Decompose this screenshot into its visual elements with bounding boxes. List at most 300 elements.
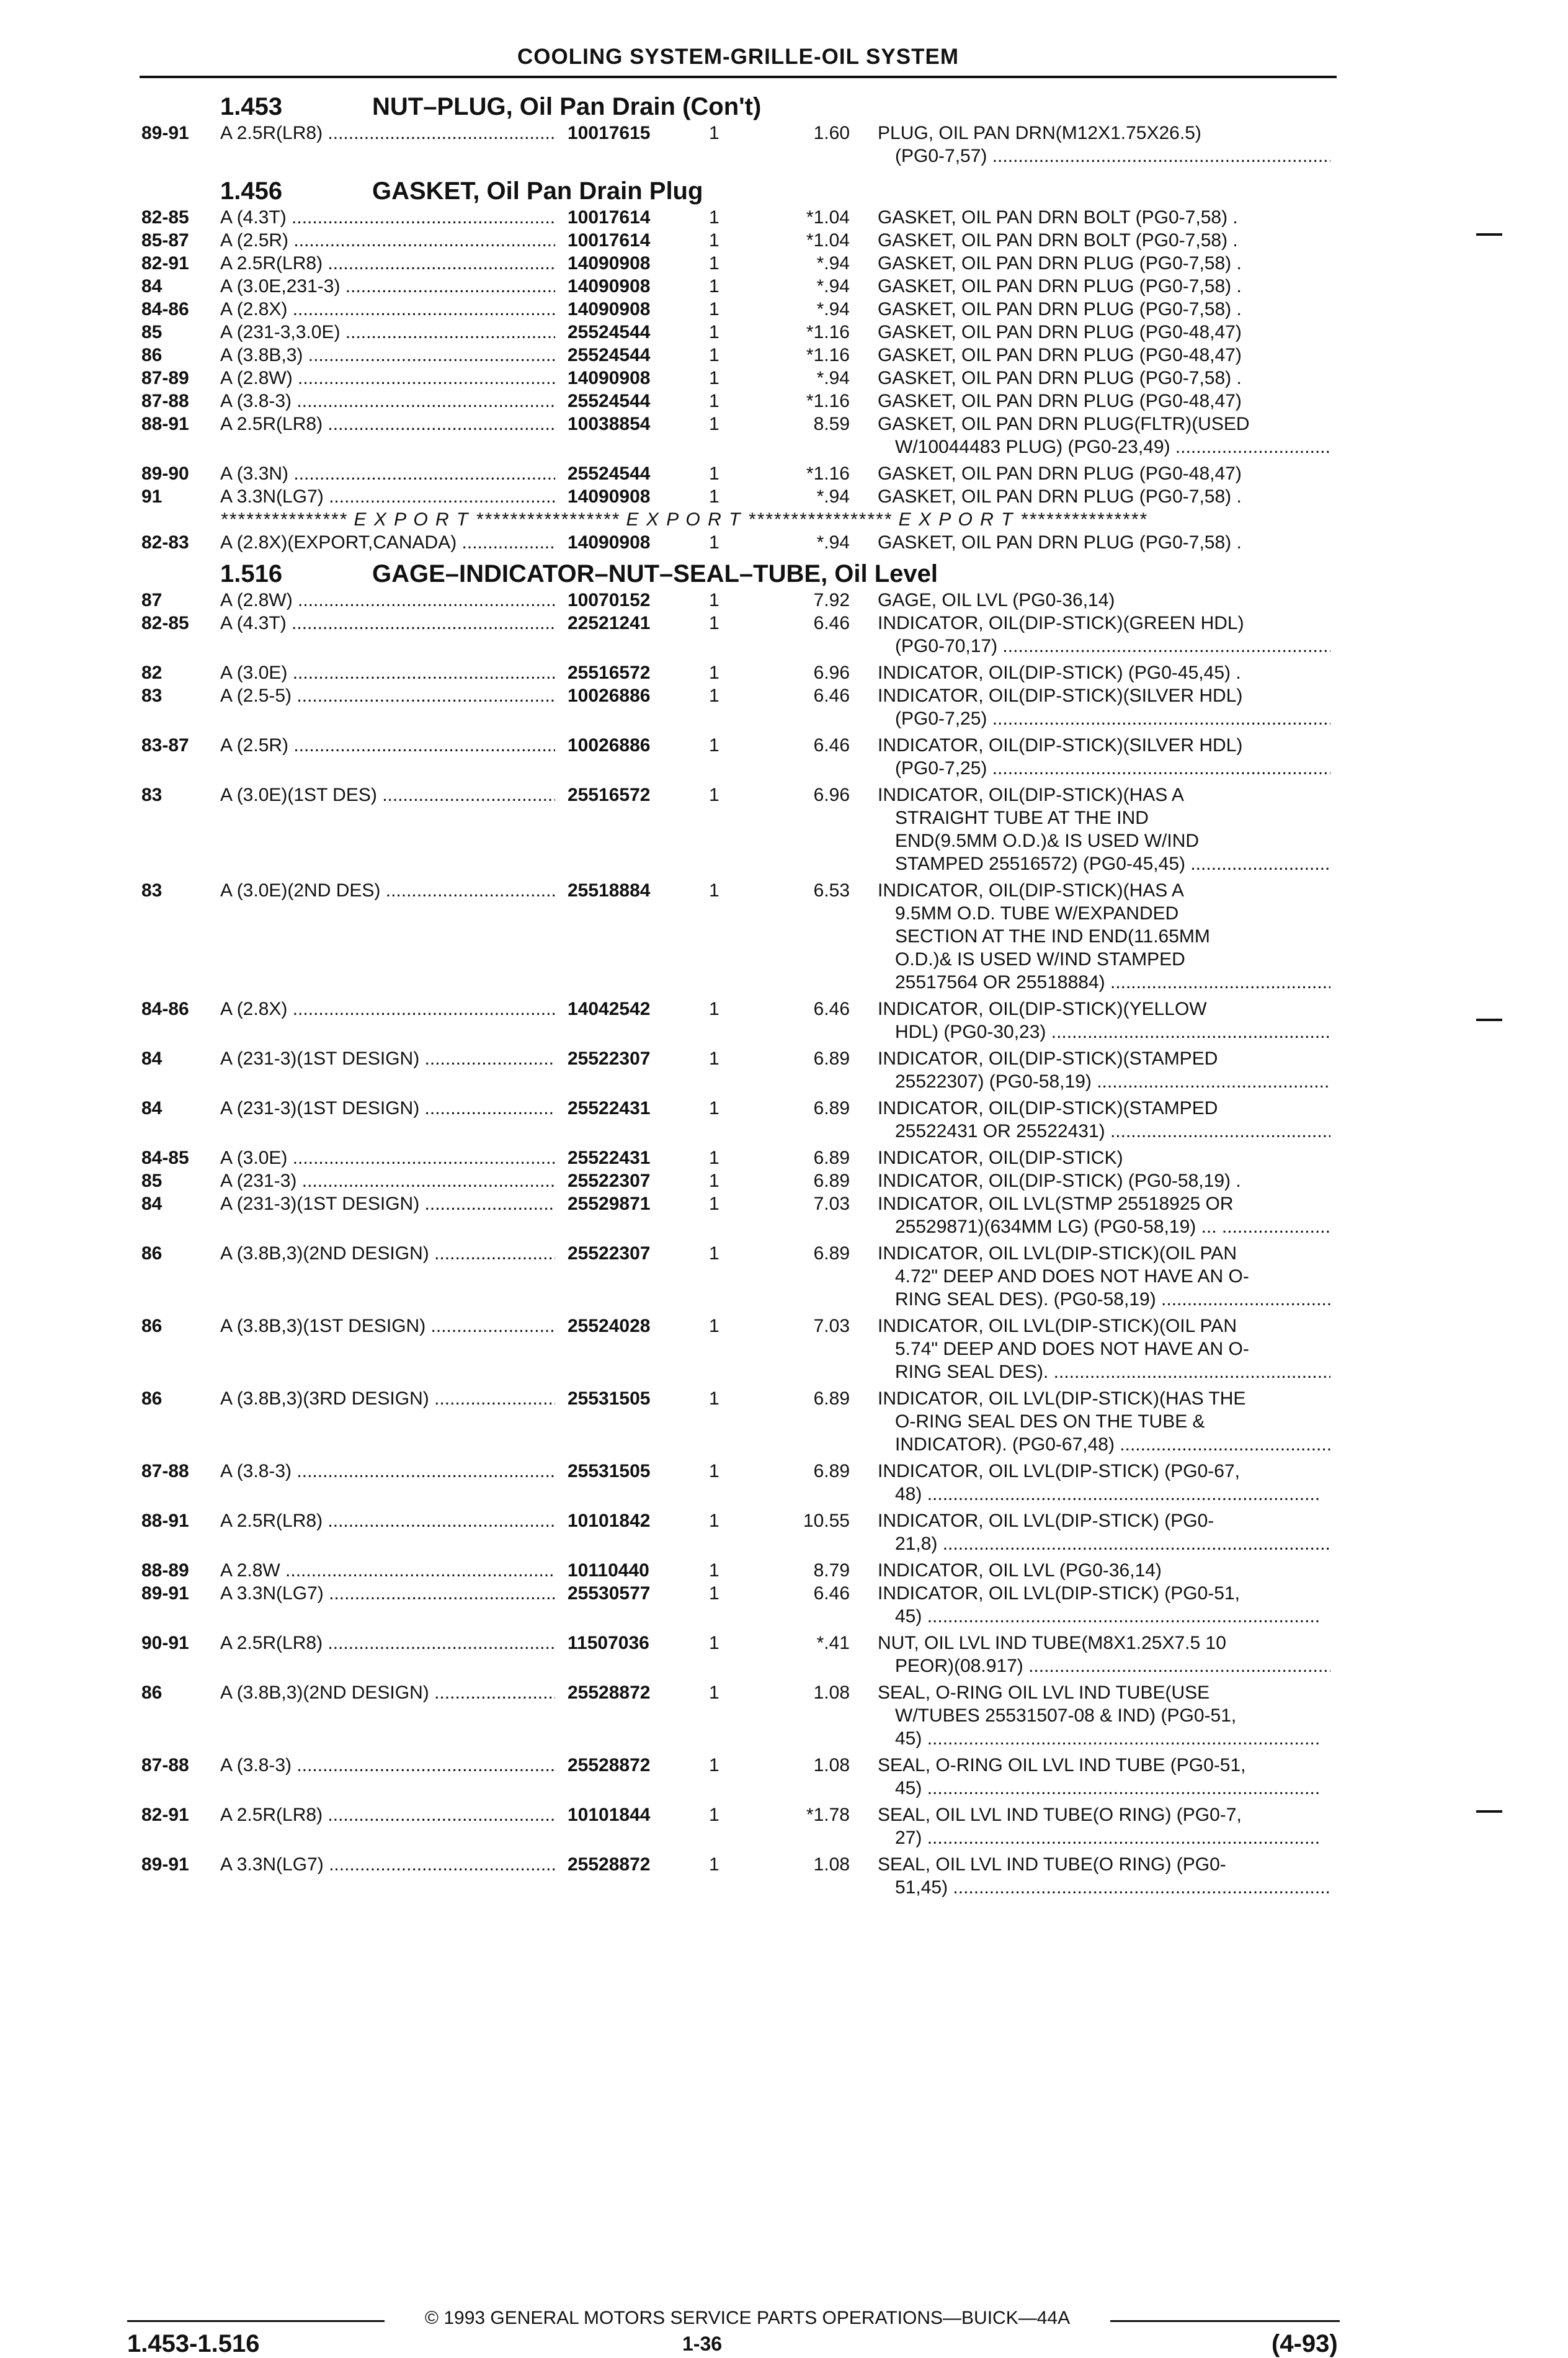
footer-page-number: 1-36 [682,2333,723,2355]
model-code: A (3.0E) ..... [220,1146,555,1169]
part-number: 11507036 [568,1633,649,1653]
description-line: INDICATOR, OIL(DIP-STICK)(STAMPED [878,1048,1218,1069]
quantity: 1 [709,1583,719,1604]
description [878,390,1330,413]
price: 8.59 [813,414,850,434]
quantity: 1 [709,1682,719,1703]
section-number: 1.456 [220,177,283,205]
export-label: *************** E X P O R T ***************** E X P O R T ***************** E X P O R T *************** [220,509,1147,530]
model-code: A (231-3)(1ST DESIGN) ..... [220,1047,555,1070]
description-line: INDICATOR, OIL(DIP-STICK)(GREEN HDL) [878,613,1244,633]
description-line: (PG0-70,17) ..... [878,635,1330,658]
description-line: W/TUBES 25531507-08 & IND) (PG0-51, [895,1705,1237,1726]
section-title: GASKET, Oil Pan Drain Plug [372,177,703,205]
quantity: 1 [709,1148,719,1168]
model-years: 87-88 [141,391,189,411]
description-line: GASKET, OIL PAN DRN PLUG (PG0-48,47) [878,322,1242,342]
parts-row [0,367,1568,390]
description [878,485,1330,508]
description [878,206,1330,229]
margin-mark [1476,1019,1502,1021]
description [878,1387,1330,1456]
part-number: 25524544 [568,345,651,365]
description [878,1242,1330,1311]
section-number: 1.516 [220,560,283,587]
section-header [0,171,1568,206]
description-line: RING SEAL DES). (PG0-58,19) ..... [878,1288,1330,1311]
price: 6.46 [813,999,850,1019]
quantity: 1 [709,1854,719,1875]
parts-row [0,531,1568,554]
description [878,784,1330,875]
model-years: 84-86 [141,299,189,319]
part-number: 25524544 [568,391,651,411]
quantity: 1 [709,1560,719,1581]
model-code: A (231-3,3.0E) ..... [220,321,555,344]
model-code: A (231-3)(1ST DESIGN) ..... [220,1192,555,1215]
description-line: INDICATOR, OIL(DIP-STICK) (PG0-58,19) . [878,1171,1241,1191]
description-line: INDICATOR, OIL LVL(DIP-STICK) (PG0-51, [878,1583,1241,1604]
quantity: 1 [709,1194,719,1214]
description [878,879,1330,994]
model-code: A 2.8W ..... [220,1559,555,1582]
model-code: A (231-3)(1ST DESIGN) ..... [220,1097,555,1120]
model-code: A (2.8X) ..... [220,998,555,1020]
model-code: A (3.8-3) ..... [220,390,555,413]
parts-row [0,1754,1568,1803]
description-line: GASKET, OIL PAN DRN PLUG (PG0-48,47) [878,391,1242,411]
quantity: 1 [709,663,719,683]
description [878,1681,1330,1750]
description [878,1559,1330,1582]
description-line: INDICATOR, OIL(DIP-STICK)(STAMPED [878,1098,1218,1119]
price: *1.16 [806,463,850,484]
section-header [0,87,1568,122]
price: 8.79 [813,1560,850,1581]
description-line: INDICATOR, OIL(DIP-STICK)(YELLOW [878,999,1207,1019]
part-number: 14090908 [568,368,651,388]
description [878,1146,1330,1169]
model-code: A (2.5-5) ..... [220,684,555,707]
parts-row [0,1315,1568,1387]
part-number: 10038854 [568,414,651,434]
description-line: INDICATOR, OIL(DIP-STICK)(HAS A [878,880,1184,901]
model-years: 91 [141,486,163,507]
price: 6.89 [813,1098,850,1119]
model-code: A (3.8-3) ..... [220,1460,555,1483]
page-title: COOLING SYSTEM-GRILLE-OIL SYSTEM [517,45,959,69]
section-header [0,554,1568,589]
part-number: 25524028 [568,1316,651,1336]
model-code: A (4.3T) ..... [220,206,555,229]
model-code: A 2.5R(LR8) ..... [220,1803,555,1826]
part-number: 25531505 [568,1461,651,1481]
description [878,1169,1330,1192]
part-number: 10017614 [568,207,651,228]
description [878,734,1330,780]
margin-mark [1476,1810,1502,1813]
model-years: 82-85 [141,613,189,633]
quantity: 1 [709,123,719,143]
parts-row [0,879,1568,998]
part-number: 10101842 [568,1511,651,1531]
description-line: GASKET, OIL PAN DRN PLUG (PG0-48,47) [878,463,1242,484]
footer-rule-right [1101,2320,1340,2322]
quantity: 1 [709,1098,719,1119]
description-line: INDICATOR, OIL(DIP-STICK)(SILVER HDL) [878,686,1243,706]
price: 1.08 [813,1854,850,1875]
description-line: INDICATOR, OIL LVL(DIP-STICK)(OIL PAN [878,1316,1237,1336]
description [878,998,1330,1043]
parts-row [0,275,1568,298]
description-line: INDICATOR, OIL(DIP-STICK)(SILVER HDL) [878,735,1243,756]
model-code: A (3.3N) ..... [220,462,555,485]
price: *1.16 [806,322,850,342]
price: *.94 [816,276,850,297]
footer-section-range: 1.453-1.516 [127,2330,260,2357]
description [878,229,1330,252]
description-line: 45) ..... [878,1605,1330,1628]
model-years: 83 [141,880,163,901]
model-years: 86 [141,1316,163,1336]
price: *1.78 [806,1805,850,1825]
price: *.94 [816,299,850,319]
parts-row [0,485,1568,508]
description-line: STRAIGHT TUBE AT THE IND [895,808,1149,828]
footer-copyright: © 1993 GENERAL MOTORS SERVICE PARTS OPERATIONS—BUICK—44A [385,2308,1110,2329]
quantity: 1 [709,785,719,805]
model-code: A (3.8B,3)(2ND DESIGN) ..... [220,1681,555,1704]
model-years: 84-86 [141,999,189,1019]
description-line: 25529871)(634MM LG) (PG0-58,19) ... ..... [878,1215,1330,1238]
description-line: INDICATOR, OIL(DIP-STICK) (PG0-45,45) . [878,663,1241,683]
model-years: 83 [141,686,163,706]
description [878,367,1330,390]
price: 6.46 [813,1583,850,1604]
part-number: 25518884 [568,880,651,901]
parts-row [0,1559,1568,1582]
description [878,684,1330,730]
quantity: 1 [709,1171,719,1191]
model-code: A (3.0E,231-3) ..... [220,275,555,298]
description [878,531,1330,554]
model-code: A 3.3N(LG7) ..... [220,1582,555,1605]
export-divider [0,508,1568,531]
part-number: 25531505 [568,1388,651,1409]
parts-row [0,1242,1568,1315]
model-years: 89-91 [141,123,189,143]
model-years: 86 [141,1388,163,1409]
description-line: (PG0-7,25) ..... [878,707,1330,730]
parts-row [0,1387,1568,1460]
parts-row [0,1853,1568,1903]
price: *.94 [816,253,850,274]
quantity: 1 [709,1755,719,1775]
description-line: SEAL, O-RING OIL LVL IND TUBE (PG0-51, [878,1755,1246,1775]
model-code: A 2.5R(LR8) ..... [220,122,555,145]
part-number: 25516572 [568,785,651,805]
description-line: (PG0-7,57) ..... [878,145,1330,167]
model-code: A (3.8-3) ..... [220,1754,555,1777]
description [878,612,1330,658]
price: *1.16 [806,391,850,411]
description-line: SEAL, OIL LVL IND TUBE(O RING) (PG0-7, [878,1805,1242,1825]
part-number: 10017615 [568,123,651,143]
model-years: 83 [141,785,163,805]
price: *.94 [816,532,850,553]
quantity: 1 [709,230,719,251]
model-code: A (4.3T) ..... [220,612,555,635]
description-line: GASKET, OIL PAN DRN PLUG(FLTR)(USED [878,414,1250,434]
parts-row [0,1047,1568,1097]
description-line: 48) ..... [878,1483,1330,1506]
parts-row [0,1146,1568,1169]
description-line: GASKET, OIL PAN DRN BOLT (PG0-7,58) . [878,207,1238,228]
parts-row [0,298,1568,321]
description-line: PLUG, OIL PAN DRN(M12X1.75X26.5) [878,123,1201,143]
description [878,1582,1330,1628]
description-line: 21,8) ..... [878,1532,1330,1555]
description [878,321,1330,344]
quantity: 1 [709,1388,719,1409]
description [878,589,1330,612]
description [878,275,1330,298]
part-number: 10026886 [568,686,651,706]
price: 1.60 [813,123,850,143]
description [878,252,1330,275]
section-title: NUT–PLUG, Oil Pan Drain (Con't) [372,93,762,120]
section-number: 1.453 [220,93,283,120]
parts-row [0,784,1568,879]
model-years: 88-91 [141,1511,189,1531]
price: 1.08 [813,1755,850,1775]
parts-row [0,344,1568,367]
footer-revision: (4-93) [1272,2330,1338,2357]
model-code: A (3.8B,3)(3RD DESIGN) ..... [220,1387,555,1410]
part-number: 25522307 [568,1048,651,1069]
parts-row [0,734,1568,784]
model-code: A (231-3) ..... [220,1169,555,1192]
footer-rule-left [127,2320,394,2322]
quantity: 1 [709,880,719,901]
model-years: 89-91 [141,1854,189,1875]
model-code: A (2.5R) ..... [220,734,555,757]
model-code: A (3.8B,3) ..... [220,344,555,367]
description-line: (PG0-7,25) ..... [878,757,1330,780]
parts-row [0,321,1568,344]
price: *.94 [816,368,850,388]
description [878,122,1330,167]
parts-row [0,229,1568,252]
parts-row [0,612,1568,661]
model-years: 82-91 [141,1805,189,1825]
description-line: W/10044483 PLUG) (PG0-23,49) ..... [878,435,1330,458]
part-number: 10101844 [568,1805,651,1825]
description-line: INDICATOR, OIL(DIP-STICK) [878,1148,1123,1168]
description [878,661,1330,684]
part-number: 14090908 [568,276,651,297]
price: *1.16 [806,345,850,365]
quantity: 1 [709,463,719,484]
quantity: 1 [709,486,719,507]
price: 7.03 [813,1194,850,1214]
description-line: INDICATOR, OIL LVL (PG0-36,14) [878,1560,1162,1581]
description [878,1315,1330,1383]
part-number: 25516572 [568,663,651,683]
quantity: 1 [709,322,719,342]
parts-row [0,998,1568,1047]
price: 6.46 [813,686,850,706]
part-number: 25530577 [568,1583,651,1604]
description-line: 25522307) (PG0-58,19) ..... [878,1070,1330,1093]
parts-row [0,1169,1568,1192]
model-code: A (3.0E) ..... [220,661,555,684]
description-line: HDL) (PG0-30,23) ..... [878,1020,1330,1043]
model-code: A (2.8W) ..... [220,367,555,390]
model-years: 89-90 [141,463,189,484]
model-code: A (2.8W) ..... [220,589,555,612]
description [878,298,1330,321]
model-code: A 2.5R(LR8) ..... [220,413,555,435]
description [878,1509,1330,1555]
price: *1.04 [806,207,850,228]
quantity: 1 [709,1461,719,1481]
quantity: 1 [709,345,719,365]
quantity: 1 [709,253,719,274]
parts-row [0,684,1568,734]
part-number: 25522431 [568,1098,651,1119]
model-years: 85 [141,1171,163,1191]
price: 6.89 [813,1461,850,1481]
description-line: 45) ..... [878,1727,1330,1750]
model-years: 87 [141,590,163,610]
description-line: 4.72" DEEP AND DOES NOT HAVE AN O- [895,1266,1249,1287]
part-number: 25529871 [568,1194,651,1214]
description-line: INDICATOR, OIL LVL(DIP-STICK)(OIL PAN [878,1243,1237,1264]
description-line: INDICATOR, OIL LVL(DIP-STICK) (PG0- [878,1511,1214,1531]
quantity: 1 [709,368,719,388]
parts-row [0,1460,1568,1509]
description [878,1192,1330,1238]
description-line: GASKET, OIL PAN DRN PLUG (PG0-7,58) . [878,276,1242,297]
model-code: A (3.0E)(1ST DES) ..... [220,784,555,806]
description-line: GASKET, OIL PAN DRN PLUG (PG0-7,58) . [878,486,1242,507]
description [878,1803,1330,1849]
price: 6.96 [813,663,850,683]
model-years: 83-87 [141,735,189,756]
price: 6.46 [813,613,850,633]
description-line: GASKET, OIL PAN DRN PLUG (PG0-7,58) . [878,299,1242,319]
model-years: 85 [141,322,163,342]
part-number: 25522307 [568,1171,651,1191]
parts-row [0,1097,1568,1146]
part-number: 10110440 [568,1560,649,1581]
model-code: A 2.5R(LR8) ..... [220,252,555,275]
quantity: 1 [709,1243,719,1264]
description-line: SECTION AT THE IND END(11.65MM [895,926,1210,947]
description-line: INDICATOR, OIL(DIP-STICK)(HAS A [878,785,1184,805]
parts-row [0,413,1568,462]
model-code: A (2.8X) ..... [220,298,555,321]
quantity: 1 [709,1633,719,1653]
part-number: 25522307 [568,1243,651,1264]
description-line: 25517564 OR 25518884) ..... [878,971,1330,994]
part-number: 25528872 [568,1682,651,1703]
model-years: 87-88 [141,1461,189,1481]
model-years: 84 [141,1194,163,1214]
parts-row [0,1582,1568,1632]
model-years: 86 [141,345,163,365]
model-years: 84 [141,1048,163,1069]
parts-row [0,122,1568,171]
description-line: GASKET, OIL PAN DRN PLUG (PG0-48,47) [878,345,1242,365]
price: 6.46 [813,735,850,756]
part-number: 25524544 [568,322,651,342]
quantity: 1 [709,299,719,319]
quantity: 1 [709,276,719,297]
description-line: PEOR)(08.917) ..... [878,1655,1330,1677]
quantity: 1 [709,735,719,756]
price: 1.08 [813,1682,850,1703]
model-years: 88-89 [141,1560,189,1581]
description [878,1632,1330,1677]
part-number: 14090908 [568,253,651,274]
quantity: 1 [709,686,719,706]
quantity: 1 [709,1048,719,1069]
quantity: 1 [709,391,719,411]
title-rule [140,76,1337,78]
part-number: 25524544 [568,463,651,484]
model-years: 84-85 [141,1148,189,1168]
description-line: SEAL, OIL LVL IND TUBE(O RING) (PG0- [878,1854,1226,1875]
model-years: 85-87 [141,230,189,251]
model-code: A (3.8B,3)(1ST DESIGN) ..... [220,1315,555,1338]
part-number: 25528872 [568,1755,651,1775]
price: 7.92 [813,590,850,610]
price: 10.55 [803,1511,850,1531]
model-code: A 3.3N(LG7) ..... [220,1853,555,1876]
section-title: GAGE–INDICATOR–NUT–SEAL–TUBE, Oil Level [372,560,938,587]
description-line: NUT, OIL LVL IND TUBE(M8X1.25X7.5 10 [878,1633,1226,1653]
parts-row [0,390,1568,413]
margin-mark [1476,233,1502,236]
description [878,1097,1330,1143]
price: 7.03 [813,1316,850,1336]
price: 6.89 [813,1243,850,1264]
part-number: 14042542 [568,999,651,1019]
part-number: 14090908 [568,486,651,507]
price: *.94 [816,486,850,507]
description-line: GASKET, OIL PAN DRN PLUG (PG0-7,58) . [878,368,1242,388]
parts-row [0,1803,1568,1853]
parts-listing [0,87,1568,1903]
description-line: GASKET, OIL PAN DRN BOLT (PG0-7,58) . [878,230,1238,251]
description-line: INDICATOR, OIL LVL(STMP 25518925 OR [878,1194,1234,1214]
description-line: 51,45) ..... [878,1876,1330,1899]
model-code: A (2.8X)(EXPORT,CANADA) ..... [220,531,555,554]
part-number: 14090908 [568,532,651,553]
price: 6.89 [813,1048,850,1069]
model-code: A (3.8B,3)(2ND DESIGN) ..... [220,1242,555,1265]
description-line: 25522431 OR 25522431) ..... [878,1120,1330,1143]
part-number: 10070152 [568,590,651,610]
parts-row [0,462,1568,485]
parts-row [0,1632,1568,1681]
model-code: A (3.0E)(2ND DES) ..... [220,879,555,902]
parts-row [0,206,1568,229]
price: 6.89 [813,1388,850,1409]
quantity: 1 [709,613,719,633]
